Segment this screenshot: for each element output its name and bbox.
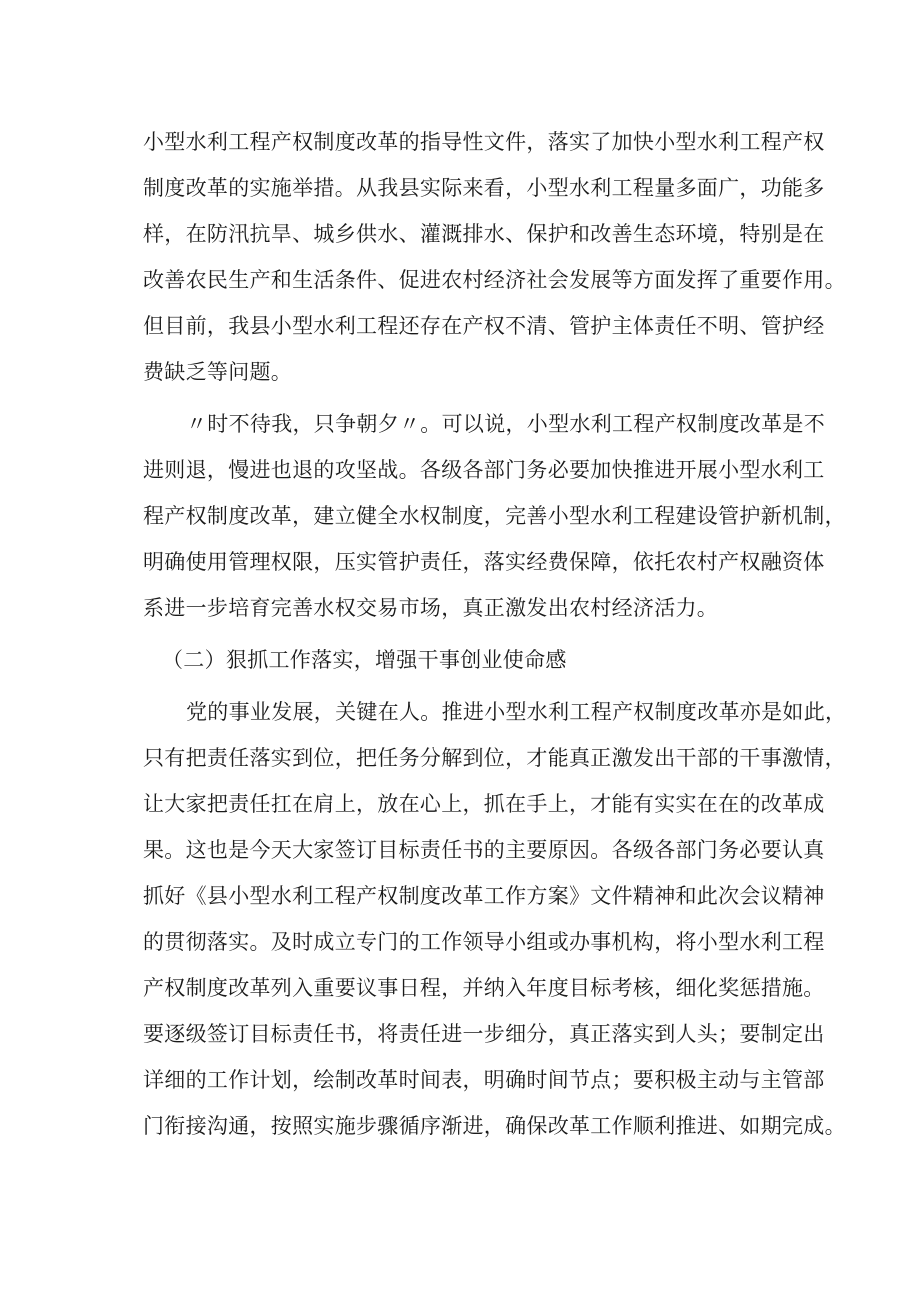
- paragraph-line: 的贯彻落实。及时成立专门的工作领导小组或办事机构，将小型水利工程: [143, 930, 825, 954]
- paragraph-line: 产权制度改革列入重要议事日程，并纳入年度目标考核，细化奖惩措施。: [143, 976, 825, 1000]
- paragraph-line: 详细的工作计划，绘制改革时间表，明确时间节点；要积极主动与主管部: [143, 1068, 825, 1092]
- paragraph-line: 费缺乏等问题。: [143, 360, 293, 384]
- paragraph-line: 果。这也是今天大家签订目标责任书的主要原因。各级各部门务必要认真: [143, 838, 825, 862]
- paragraph-line: 程产权制度改革，建立健全水权制度，完善小型水利工程建设管护新机制，: [143, 504, 846, 528]
- paragraph-line: 样，在防汛抗旱、城乡供水、灌溉排水、保护和改善生态环境，特别是在: [143, 222, 825, 246]
- paragraph-line: 让大家把责任扛在肩上，放在心上，抓在手上，才能有实实在在的改革成: [143, 792, 825, 816]
- paragraph-line: 抓好《县小型水利工程产权制度改革工作方案》文件精神和此次会议精神: [143, 884, 825, 908]
- paragraph-line: 但目前，我县小型水利工程还存在产权不清、管护主体责任不明、管护经: [143, 314, 825, 338]
- paragraph-line: 改善农民生产和生活条件、促进农村经济社会发展等方面发挥了重要作用。: [143, 268, 846, 292]
- paragraph-line: 〃时不待我，只争朝夕〃。可以说，小型水利工程产权制度改革是不: [186, 412, 825, 436]
- paragraph-line: 明确使用管理权限，压实管护责任，落实经费保障，依托农村产权融资体: [143, 550, 825, 574]
- paragraph-line: 只有把责任落实到位，把任务分解到位，才能真正激发出干部的干事激情，: [143, 746, 846, 770]
- paragraph-line: 要逐级签订目标责任书，将责任进一步细分，真正落实到人头；要制定出: [143, 1022, 825, 1046]
- section-heading: （二）狠抓工作落实，增强干事创业使命感: [162, 648, 567, 672]
- paragraph-line: 系进一步培育完善水权交易市场，真正激发出农村经济活力。: [143, 596, 719, 620]
- paragraph-line: 门衔接沟通，按照实施步骤循序渐进，确保改革工作顺利推进、如期完成。: [143, 1114, 846, 1138]
- paragraph-line: 制度改革的实施举措。从我县实际来看，小型水利工程量多面广，功能多: [143, 176, 825, 200]
- paragraph-line: 小型水利工程产权制度改革的指导性文件，落实了加快小型水利工程产权: [143, 130, 825, 154]
- paragraph-line: 党的事业发展，关键在人。推进小型水利工程产权制度改革亦是如此，: [186, 700, 847, 724]
- paragraph-line: 进则退，慢进也退的攻坚战。各级各部门务必要加快推进开展小型水利工: [143, 458, 825, 482]
